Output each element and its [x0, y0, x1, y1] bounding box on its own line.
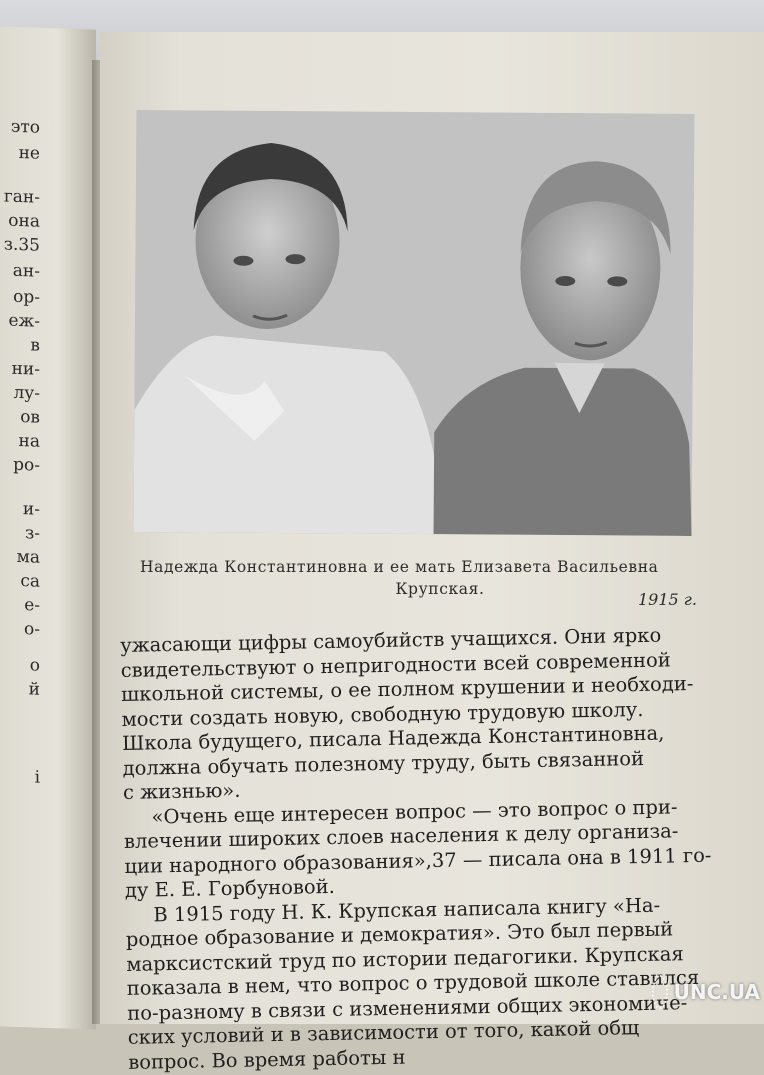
left-fragment: з- — [24, 523, 40, 544]
left-fragment: на — [18, 430, 40, 452]
left-fragment: ор- — [13, 286, 40, 308]
text-line: должна обучать полезному труду, быть связанной — [122, 746, 645, 780]
left-fragment: ма — [16, 546, 40, 568]
text-line: вопрос. Во время работы н — [127, 1045, 406, 1074]
left-fragment: са — [20, 571, 40, 592]
text-line: свидетельствуют о непригодности всей современной — [120, 647, 672, 682]
site-watermark — [652, 968, 760, 1016]
caption-line-1: Надежда Константиновна и ее мать Елизавета Васильевна — [140, 558, 659, 576]
left-fragment: ган- — [3, 186, 40, 208]
left-fragment: и- — [22, 499, 40, 520]
text-line: Школа будущего, писала Надежда Константиновна, — [121, 721, 665, 755]
text-line: ужасающи цифры самоубийств учащихся. Они ярко — [120, 623, 662, 657]
left-fragment: й — [28, 679, 40, 700]
left-fragment: она — [8, 210, 40, 232]
body-paragraphs — [120, 623, 712, 1075]
photo-caption — [140, 556, 700, 600]
text-line: марксистский труд по истории педагогики. Крупская — [126, 941, 684, 976]
text-line: ду Е. Е. Горбуновой. — [124, 874, 336, 902]
text-line: «Очень еще интересен вопрос — это вопрос о при- — [151, 794, 678, 828]
text-line: школьной системы, о ее полном крушении и необходи- — [120, 672, 694, 706]
text-line: ских условий и в зависимости от того, какой общ — [127, 1016, 640, 1049]
dark-dress — [434, 367, 693, 536]
watermark-text: UNC.UA — [673, 980, 760, 1004]
left-fragment: ов — [20, 407, 40, 428]
left-fragment: это — [10, 116, 40, 138]
text-line: с жизнью». — [122, 778, 241, 804]
left-fragment: з.35 — [3, 234, 40, 256]
left-fragment: о — [29, 655, 40, 676]
left-fragment: ан- — [12, 260, 40, 282]
left-fragment: в — [30, 335, 40, 356]
portrait-photo — [134, 110, 695, 536]
left-fragment: i — [34, 767, 40, 788]
left-fragment: о- — [24, 619, 40, 640]
text-line: В 1915 году Н. К. Крупская написала книгу «На- — [153, 893, 661, 926]
caption-line-2: Крупская. — [395, 580, 485, 598]
text-line: по-разному в связи с изменениями общих экономиче- — [127, 990, 688, 1025]
left-page — [0, 26, 96, 1029]
left-fragment: е- — [24, 595, 40, 616]
watermark-logo-icon — [652, 975, 668, 1009]
text-line: ции народного образования»,37 — писала она в 1911 го- — [124, 843, 712, 878]
left-fragment: не — [18, 142, 40, 164]
left-fragment: ни- — [11, 358, 40, 380]
left-fragment: лу- — [13, 382, 40, 404]
text-line: влечении широких слоев населения к делу организа- — [123, 819, 679, 853]
text-line: мости создать новую, свободную трудовую школу. — [121, 697, 644, 731]
text-line: показала в нем, что вопрос о трудовой школе ставился — [126, 965, 700, 1000]
caption-year: 1915 г. — [638, 590, 697, 609]
text-line: родное образование и демократия». Это был первый — [125, 917, 674, 951]
portrait-illustration — [134, 110, 695, 536]
left-fragment: ро- — [13, 454, 40, 476]
left-fragment: еж- — [8, 310, 40, 332]
